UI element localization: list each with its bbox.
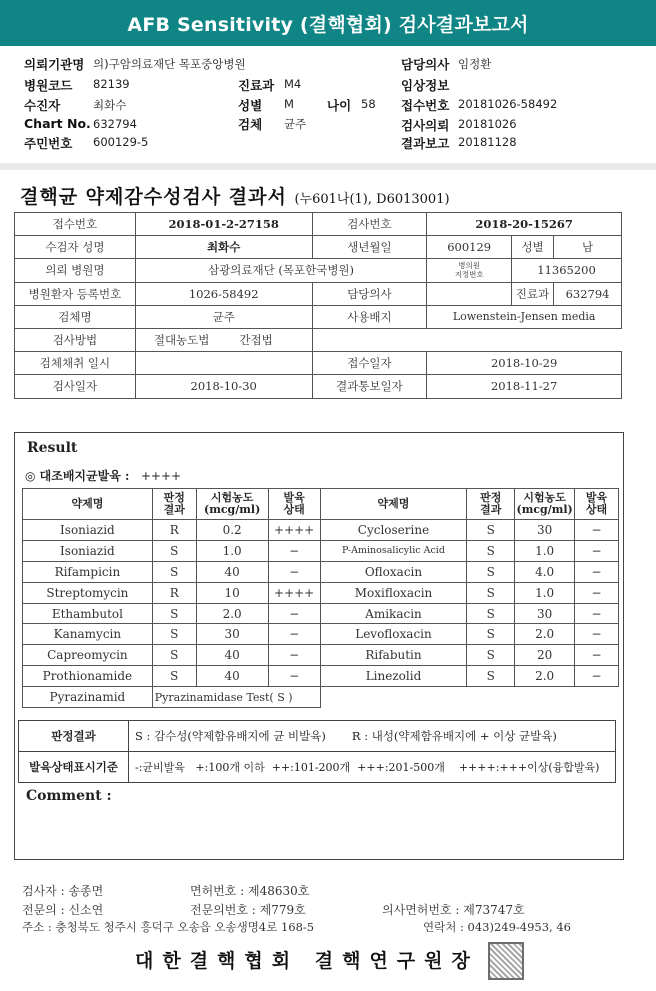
scanned-report [0,170,656,991]
request-label: 검사의뢰 [401,118,450,133]
drug-name: Amikacin [320,603,467,624]
drug-judge: R [152,520,196,541]
drug-judge: S [467,666,515,687]
result-title: Result [27,440,78,456]
info-label: 접수일자 [312,352,427,375]
drug-judge: S [467,645,515,666]
col-judge-1: 판정 [480,491,502,504]
doc-title-text: 결핵균 약제감수성검사 결과서 [20,186,287,208]
drug-table [22,488,619,708]
drug-judge: S [152,540,196,561]
patient-header [0,50,656,160]
doctor-value: 임정환 [458,57,492,71]
drug-conc: 20 [515,645,575,666]
info-label: 담당의사 [312,282,427,305]
info-value: 632794 [554,282,622,305]
info-value: 2018-11-27 [427,375,622,398]
footer-specialist: 전문의 : 신소연 [22,903,104,917]
footer-address: 주소 : 충청북도 청주시 흥덕구 오송읍 오송생명4로 168-5 [22,920,315,934]
drug-growth: − [268,666,320,687]
drug-conc: 2.0 [196,603,268,624]
info-label: 사용배지 [312,305,427,328]
patient-info-table [14,212,622,399]
info-empty [312,328,621,351]
drug-conc: 4.0 [515,561,575,582]
pza-empty [320,687,618,708]
drug-table-header [23,489,619,520]
drug-growth: − [268,561,320,582]
drug-judge: S [152,561,196,582]
dept-label: 진료과 [238,78,275,93]
age-value: 58 [361,97,376,111]
info-value: 삼광의료재단 (목포한국병원) [135,259,426,282]
col-conc [515,489,575,520]
control-growth-label: ◎ 대조배지균발육 : [25,469,130,483]
info-label: 접수번호 [15,213,136,236]
drug-row [23,666,619,687]
drug-growth: − [575,624,619,645]
doc-subtitle: (누601나(1), D6013001) [294,192,450,207]
report-banner [0,0,656,46]
drug-judge: S [152,624,196,645]
judge-legend-s: S : 감수성(약제함유배지에 균 비발육) [135,729,326,743]
info-value: 최화수 [135,236,312,259]
info-label: 성별 [512,236,554,259]
drug-name: Kanamycin [23,624,153,645]
drug-name: Prothionamide [23,666,153,687]
col-growth-2: 상태 [283,503,305,516]
drug-conc: 1.0 [515,540,575,561]
institution-value: 의)구암의료재단 목포중앙병원 [93,57,246,71]
drug-row [23,624,619,645]
drug-judge: S [152,603,196,624]
report-date-value: 20181128 [458,135,517,149]
info-value: 1026-58492 [135,282,312,305]
drug-judge: S [467,520,515,541]
hosp-code-label-1: 병의원 [458,261,481,271]
drug-name: Rifabutin [320,645,467,666]
judge-legend-label: 판정결과 [19,721,129,752]
drug-row [23,561,619,582]
col-growth [575,489,619,520]
sex-value: M [284,97,294,111]
institute-name: 대한결핵협회 결핵연구원장 [135,950,479,972]
pyrazinamide-row [23,687,619,708]
drug-growth: − [268,645,320,666]
chart-label: Chart No. [24,116,91,131]
drug-growth: − [575,520,619,541]
info-value: 2018-10-30 [135,375,312,398]
info-label: 검사번호 [312,213,427,236]
drug-growth: − [268,603,320,624]
drug-judge: S [467,624,515,645]
control-growth-value: ++++ [140,469,182,483]
drug-growth: − [268,540,320,561]
drug-name: Ofloxacin [320,561,467,582]
footer-tester: 검사자 : 송종면 [22,884,104,898]
drug-name: Rifampicin [23,561,153,582]
legend-table [18,720,616,783]
report-date-label: 결과보고 [401,136,450,151]
drug-growth: ++++ [268,520,320,541]
pza-name: Pyrazinamid [23,687,153,708]
info-value [135,328,312,351]
drug-judge: S [152,645,196,666]
drug-name: P-Aminosalicylic Acid [320,540,467,561]
age-label: 나이 [327,98,352,113]
info-value: 2018-20-15267 [427,213,622,236]
drug-conc: 40 [196,645,268,666]
col-growth-1: 발육 [585,491,608,504]
drug-judge: S [467,582,515,603]
doctor-label: 담당의사 [401,57,450,72]
info-value: 균주 [135,305,312,328]
info-value: Lowenstein-Jensen media [427,305,622,328]
drug-growth: − [575,540,619,561]
growth-legend-label: 발육상태표시기준 [19,752,129,783]
clinical-label: 임상정보 [401,78,450,93]
drug-name: Isoniazid [23,540,153,561]
col-judge-2: 결과 [163,503,185,516]
info-value: 남 [554,236,622,259]
col-growth-2: 상태 [585,503,608,516]
patient-value: 최화수 [93,98,127,112]
specimen-label: 검체 [238,117,263,132]
drug-conc: 2.0 [515,666,575,687]
drug-growth: ++++ [268,582,320,603]
drug-conc: 2.0 [515,624,575,645]
drug-row [23,582,619,603]
id-label: 주민번호 [24,136,73,151]
judge-legend-text [129,721,616,752]
drug-conc: 40 [196,561,268,582]
section-divider [0,163,656,170]
drug-judge: R [152,582,196,603]
info-label [427,259,512,282]
info-label: 검사일자 [15,375,136,398]
drug-conc: 40 [196,666,268,687]
col-judge-2: 결과 [480,503,502,516]
col-judge-1: 판정 [163,491,185,504]
info-label: 검사방법 [15,328,136,351]
info-value [427,282,512,305]
drug-growth: − [575,561,619,582]
col-conc [196,489,268,520]
growth-legend-text: -:균비발육 +:100개 이하 ++:101-200개 +++:201-500개 ++++:+++이상(융합발육) [129,752,616,783]
method-2: 간접법 [239,333,273,348]
drug-growth: − [575,582,619,603]
col-drug: 약제명 [23,489,153,520]
col-conc-2: (mcg/ml) [516,503,573,516]
request-value: 20181026 [458,117,517,131]
col-growth-1: 발육 [283,491,305,504]
institution-label: 의뢰기관명 [24,57,85,72]
col-drug: 약제명 [320,489,467,520]
footer-specialist-no: 전문의번호 : 제779호 [190,903,306,917]
info-value: 2018-01-2-27158 [135,213,312,236]
info-label: 생년월일 [312,236,427,259]
drug-conc: 1.0 [196,540,268,561]
comment-label: Comment : [26,788,112,804]
drug-conc: 30 [196,624,268,645]
report-title: AFB Sensitivity (결핵협회) 검사결과보고서 [127,13,529,36]
hospital-code-value: 82139 [93,77,130,91]
col-growth [268,489,320,520]
drug-conc: 30 [515,520,575,541]
method-1: 절대농도법 [153,333,210,348]
info-label: 검체명 [15,305,136,328]
info-value [135,352,312,375]
official-seal [488,942,524,980]
drug-row [23,603,619,624]
drug-conc: 10 [196,582,268,603]
drug-name: Cycloserine [320,520,467,541]
info-value: 11365200 [512,259,622,282]
info-value: 600129 [427,236,512,259]
drug-conc: 1.0 [515,582,575,603]
drug-name: Streptomycin [23,582,153,603]
chart-value: 632794 [93,117,137,131]
comment-section [14,780,624,860]
col-judge [467,489,515,520]
drug-name: Isoniazid [23,520,153,541]
dept-value: M4 [284,77,302,91]
drug-name: Moxifloxacin [320,582,467,603]
receipt-label: 접수번호 [401,98,450,113]
drug-judge: S [152,666,196,687]
info-label: 병원환자 등록번호 [15,282,136,305]
info-label: 의뢰 병원명 [15,259,136,282]
col-judge [152,489,196,520]
info-label: 진료과 [512,282,554,305]
drug-judge: S [467,540,515,561]
drug-conc: 30 [515,603,575,624]
doc-title [20,182,450,209]
drug-growth: − [575,645,619,666]
col-conc-1: 시험농도 [523,491,566,504]
drug-judge: S [467,603,515,624]
patient-label: 수진자 [24,98,61,113]
id-value: 600129-5 [93,135,149,149]
drug-judge: S [467,561,515,582]
info-label: 수검자 성명 [15,236,136,259]
drug-name: Levofloxacin [320,624,467,645]
col-conc-1: 시험농도 [210,491,254,504]
drug-name: Capreomycin [23,645,153,666]
receipt-value: 20181026-58492 [458,97,558,111]
footer-doctor-license: 의사면허번호 : 제73747호 [382,903,525,917]
drug-conc: 0.2 [196,520,268,541]
drug-row [23,520,619,541]
pza-result: Pyrazinamidase Test( S ) [152,687,320,708]
hospital-code-label: 병원코드 [24,78,73,93]
col-conc-2: (mcg/ml) [204,503,261,516]
judge-legend-r: R : 내성(약제함유배지에 + 이상 균발육) [351,729,557,743]
drug-name: Linezolid [320,666,467,687]
footer-contact: 연락처 : 043)249-4953, 46 [423,920,571,934]
control-growth [25,467,181,484]
hosp-code-label-2: 지정번호 [454,270,484,280]
drug-row [23,540,619,561]
drug-growth: − [268,624,320,645]
drug-row [23,645,619,666]
drug-growth: − [575,603,619,624]
sex-label: 성별 [238,98,263,113]
drug-growth: − [575,666,619,687]
info-label: 검체채취 일시 [15,352,136,375]
drug-name: Ethambutol [23,603,153,624]
footer-license: 면허번호 : 제48630호 [190,884,310,898]
info-value: 2018-10-29 [427,352,622,375]
specimen-value: 균주 [284,117,307,131]
info-label: 결과통보일자 [312,375,427,398]
